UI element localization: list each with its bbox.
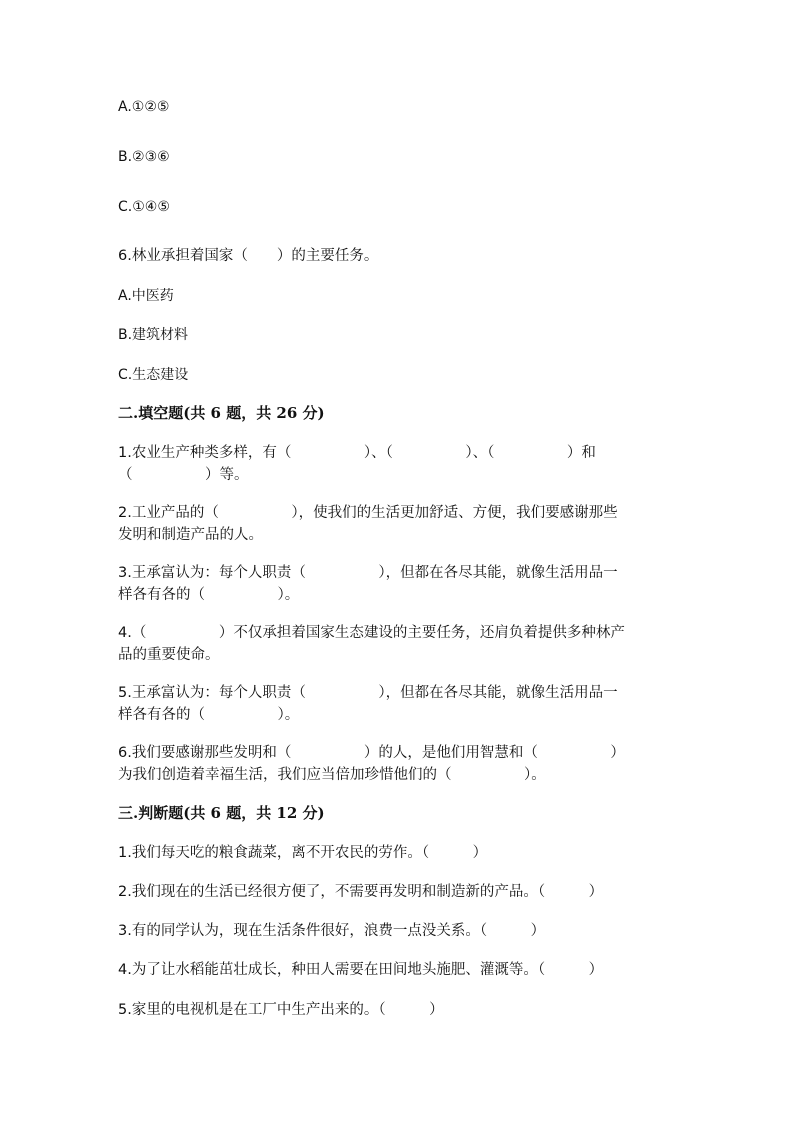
- fill-question-line: 6.我们要感谢那些发明和（ ）的人，是他们用智慧和（ ）: [118, 745, 625, 761]
- fill-question-line: 样各有各的（ ）。: [118, 587, 300, 603]
- option-a: A.①②⑤: [118, 99, 170, 115]
- option-b: B.建筑材料: [118, 327, 189, 343]
- fill-question-line: 样各有各的（ ）。: [118, 707, 300, 723]
- section-heading-fill-in: 二.填空题(共 6 题，共 26 分): [118, 404, 325, 422]
- fill-question-line: 3.王承富认为：每个人职责（ ），但都在各尽其能，就像生活用品一: [118, 565, 618, 581]
- fill-question-line: 1.农业生产种类多样，有（ ）、（ ）、（ ）和: [118, 445, 596, 461]
- judge-question: 2.我们现在的生活已经很方便了，不需要再发明和制造新的产品。（ ）: [118, 884, 604, 900]
- option-b: B.②③⑥: [118, 149, 170, 165]
- judge-question: 5.家里的电视机是在工厂中生产出来的。（ ）: [118, 1002, 444, 1018]
- judge-question: 1.我们每天吃的粮食蔬菜，离不开农民的劳作。（ ）: [118, 845, 488, 861]
- judge-question: 4.为了让水稻能茁壮成长，种田人需要在田间地头施肥、灌溉等。（ ）: [118, 962, 604, 978]
- option-c: C.①④⑤: [118, 199, 170, 215]
- option-a: A.中医药: [118, 288, 174, 304]
- section-heading-true-false: 三.判断题(共 6 题，共 12 分): [118, 804, 325, 822]
- fill-question-line: 为我们创造着幸福生活，我们应当倍加珍惜他们的（ ）。: [118, 767, 546, 783]
- fill-question-line: 发明和制造产品的人。: [118, 527, 263, 543]
- judge-question: 3.有的同学认为，现在生活条件很好，浪费一点没关系。（ ）: [118, 923, 546, 939]
- fill-question-line: 品的重要使命。: [118, 647, 220, 663]
- option-c: C.生态建设: [118, 367, 189, 383]
- question-stem: 6.林业承担着国家（ ）的主要任务。: [118, 248, 379, 264]
- fill-question-line: 5.王承富认为：每个人职责（ ），但都在各尽其能，就像生活用品一: [118, 685, 618, 701]
- fill-question-line: 4.（ ）不仅承担着国家生态建设的主要任务，还肩负着提供多种林产: [118, 625, 625, 641]
- fill-question-line: 2.工业产品的（ ），使我们的生活更加舒适、方便，我们要感谢那些: [118, 505, 618, 521]
- fill-question-line: （ ）等。: [118, 467, 249, 483]
